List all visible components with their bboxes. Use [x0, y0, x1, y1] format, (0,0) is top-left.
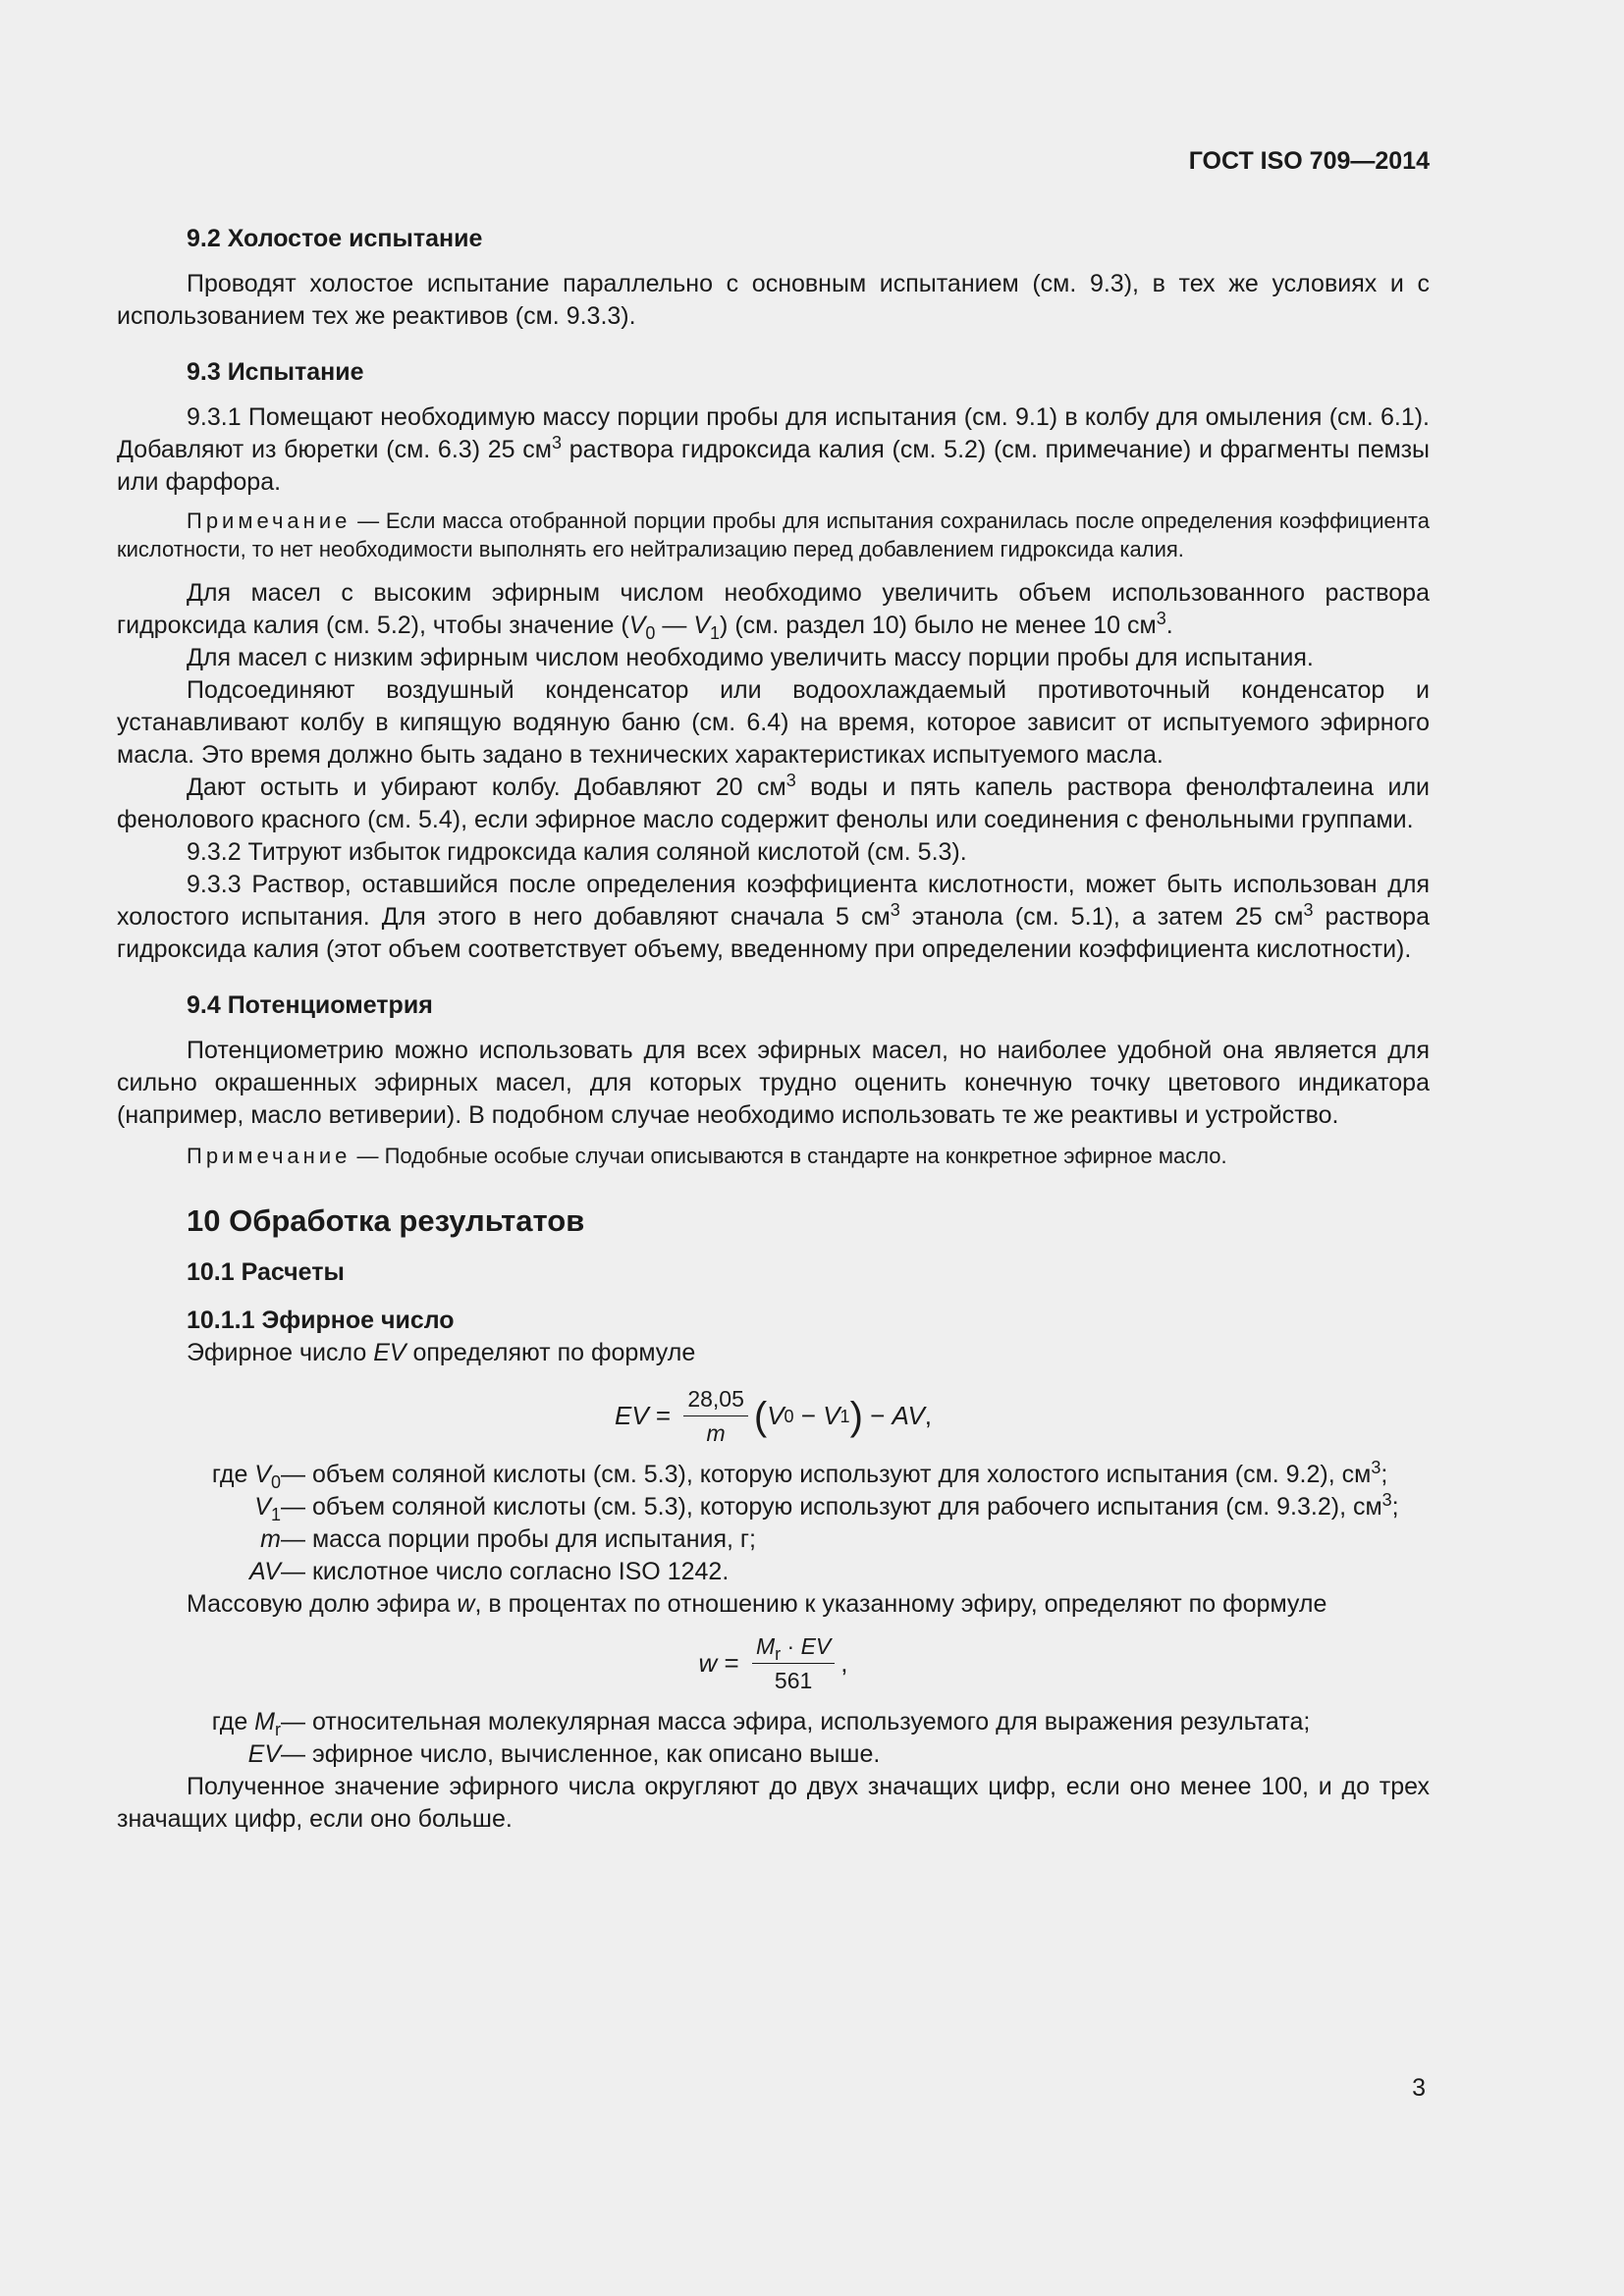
paragraph-cooling: Дают остыть и убирают колбу. Добавляют 20 $см^3$ воды и пять капель раствора фенолфталеина или фенолового красного (см. 5.4), если эфирное масло содержит фенолы или соединения с фенольными группами.: [117, 771, 1430, 833]
section-9-4-paragraph: Потенциометрию можно использовать для всех эфирных масел, но наиболее удобной она является для сильно окрашенных эфирных масел, для которых трудно оценить конечную точку цветового индикатора (например, масло ветиверии). В подобном случае необходимо использовать те же реактивы и устройство.: [117, 1037, 1430, 1129]
section-10-1-title: 10.1 Расчеты: [187, 1258, 345, 1286]
definition-v1: $V_1$ — объем соляной кислоты (см. 5.3), которую используют для рабочего испытания (см. 9.3.2), $см^3$;: [254, 1490, 1399, 1524]
section-9-2-paragraph: Проводят холостое испытание параллельно с основным испытанием (см. 9.3), в тех же условиях и с использованием тех же реактивов (см. 9.3.3).: [117, 270, 1430, 330]
mass-fraction-formula: w = $\frac{M_r \cdot EV}{561}$ ,: [698, 1633, 848, 1693]
paragraph-high-ester: Для масел с высоким эфирным числом необходимо увеличить объем использованного раствора гидроксида калия (см. 5.2), чтобы значение ($V_0$ — $V_1$) (см. раздел 10) было не менее 10 $см^3$.: [117, 579, 1430, 643]
definition-mr: где $M_r$ — относительная молекулярная масса эфира, используемого для выражения результата;: [211, 1708, 1311, 1739]
ester-number-intro: Эфирное число EV определяют по формуле: [187, 1339, 696, 1366]
definition-m: m — масса порции пробы для испытания, г;: [260, 1525, 756, 1553]
ester-number-formula: EV = $\frac{28,05}{m}$ ( V 0 − V 1 ) − AV ,: [614, 1386, 933, 1446]
definition-v0: где $V_0$ — объем соляной кислоты (см. 5.3), которую используют для холостого испытания (см. 9.2), $см^3$;: [211, 1458, 1388, 1492]
note-label: Примечание: [187, 508, 352, 533]
section-9-3-3-paragraph: 9.3.3 Раствор, оставшийся после определения коэффициента кислотности, может быть использован для холостого испытания. Для этого в него добавляют сначала 5 $см^3$ этанола (см. 5.1), а затем 25 $см^3$ раствора гидроксида калия (этот объем соответствует объему, введенному при определении коэффициента кислотности).: [117, 871, 1430, 963]
page-number: 3: [1412, 2074, 1426, 2102]
section-9-4-note: Примечание — Подобные особые случаи описываются в стандарте на конкретное эфирное масло.: [187, 1144, 1227, 1168]
section-9-3-2-paragraph: 9.3.2 Титруют избыток гидроксида калия соляной кислотой (см. 5.3).: [187, 838, 967, 866]
document-header: ГОСТ ISO 709—2014: [1188, 147, 1430, 175]
section-9-3-note: Примечание — Если масса отобранной порции пробы для испытания сохранилась после определения коэффициента кислотности, то нет необходимости выполнять его нейтрализацию перед добавлением гидроксида калия.: [117, 508, 1430, 561]
mass-fraction-intro: Массовую долю эфира w, в процентах по отношению к указанному эфиру, определяют по формуле: [187, 1590, 1327, 1618]
paragraph-low-ester: Для масел с низким эфирным числом необходимо увеличить массу порции пробы для испытания.: [187, 644, 1314, 671]
section-9-2-title: 9.2 Холостое испытание: [187, 225, 483, 252]
definition-ev: EV — эфирное число, вычисленное, как описано выше.: [247, 1740, 881, 1768]
section-10-title: 10 Обработка результатов: [187, 1203, 585, 1238]
section-10-1-1-title: 10.1.1 Эфирное число: [187, 1307, 455, 1334]
document-body: [117, 223, 1430, 1836]
section-9-3-1-paragraph: 9.3.1 Помещают необходимую массу порции пробы для испытания (см. 9.1) в колбу для омыления (см. 6.1). Добавляют из бюретки (см. 6.3) 25 $см^3$ раствора гидроксида калия (см. 5.2) (см. примечание) и фрагменты пемзы или фарфора.: [117, 403, 1430, 496]
paragraph-condenser: Подсоединяют воздушный конденсатор или водоохлаждаемый противоточный конденсатор и устанавливают колбу в кипящую водяную баню (см. 6.4) на время, которое зависит от испытуемого эфирного масла. Это время должно быть задано в технических характеристиках испытуемого масла.: [117, 676, 1430, 769]
formula-1-definitions: [117, 1459, 1430, 1588]
definition-av: AV — кислотное число согласно ISO 1242.: [249, 1558, 730, 1585]
rounding-paragraph: Полученное значение эфирного числа округляют до двух значащих цифр, если оно менее 100, и до трех значащих цифр, если оно больше.: [117, 1773, 1430, 1833]
formula-2-definitions: [117, 1706, 1430, 1771]
section-9-4-title: 9.4 Потенциометрия: [187, 991, 433, 1019]
note-label: Примечание: [187, 1144, 352, 1168]
section-9-3-title: 9.3 Испытание: [187, 358, 364, 386]
